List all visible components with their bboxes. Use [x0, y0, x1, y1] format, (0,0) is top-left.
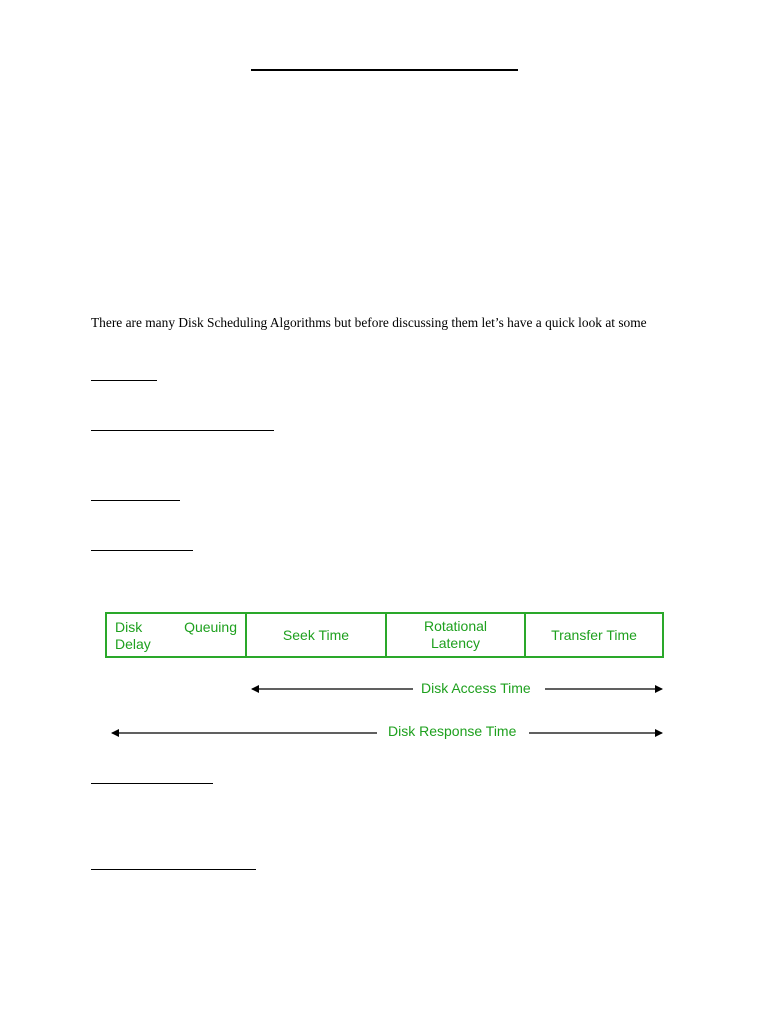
segment-disk-queuing-delay-word1: Disk: [115, 619, 143, 635]
subheading-underline-6: [91, 869, 256, 870]
subheading-underline-5: [91, 783, 213, 784]
disk-response-time-label: Disk Response Time: [388, 723, 517, 739]
disk-access-time-label: Disk Access Time: [421, 680, 531, 696]
segment-disk-queuing-delay-word3: Delay: [115, 636, 151, 652]
segment-seek-time-label: Seek Time: [282, 626, 350, 643]
segment-transfer-time-label: Transfer Time: [551, 626, 637, 643]
segment-disk-queuing-delay-word2: Queuing: [184, 619, 237, 635]
intro-paragraph: There are many Disk Scheduling Algorithms but before discussing them let’s have a quick look at some: [91, 315, 647, 330]
rotational-latency-line1: Rotational: [423, 618, 488, 634]
rotational-latency-line2: Latency: [430, 635, 481, 651]
